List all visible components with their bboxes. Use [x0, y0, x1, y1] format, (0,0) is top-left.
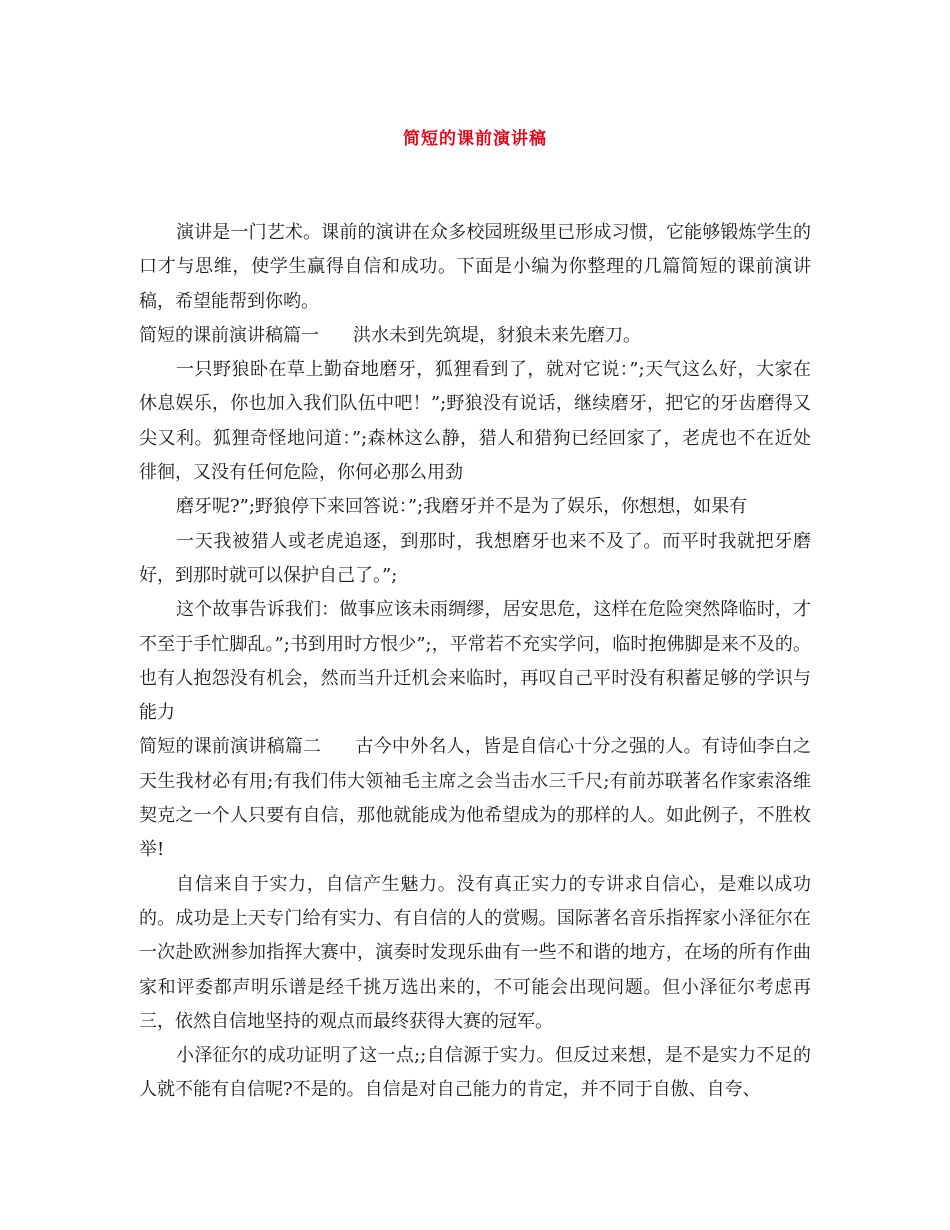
intro-paragraph: 演讲是一门艺术。课前的演讲在众多校园班级里已形成习惯，它能够锻炼学生的口才与思维，使学生赢得自信和成功。下面是小编为你整理的几篇简短的课前演讲稿，希望能帮到你哟。: [139, 222, 811, 312]
section-1-heading-line: [139, 319, 811, 353]
section-2-paragraph: 自信来自于实力，自信产生魅力。没有真正实力的专讲求自信心，是难以成功的。成功是上天专门给有实力、有自信的人的赏赐。国际著名音乐指挥家小泽征尔在一次赴欧洲参加指挥大赛中，演奏时发现乐曲有一些不和谐的地方，在场的所有作曲家和评委都声明乐谱是经千挑万选出来的，不可能会出现问题。但小泽征尔考虑再三，依然自信地坚持的观点而最终获得大赛的冠军。: [139, 873, 811, 1032]
section-1-heading: 简短的课前演讲稿篇一: [139, 324, 319, 346]
document-title: 简短的课前演讲稿: [403, 129, 547, 149]
section-1-paragraph: 这个故事告诉我们：做事应该未雨绸缪，居安思危，这样在危险突然降临时，才不至于手忙脚乱。”;书到用时方恨少”;，平常若不充实学问，临时抱佛脚是来不及的。也有人抱怨没有机会，然而当升迁机会来临时，再叹自己平时没有积蓄足够的学识与能力: [139, 599, 811, 724]
section-2-heading: 简短的课前演讲稿篇二: [139, 736, 322, 758]
section-2-heading-line: [139, 730, 811, 867]
section-1-lead: 洪水未到先筑堤，豺狼未来先磨刀。: [353, 324, 641, 346]
section-2-lead: 古今中外名人，皆是自信心十分之强的人。有诗仙李白之天生我材必有用;有我们伟大领袖毛主席之会当击水三千尺;有前苏联著名作家索洛维契克之一个人只要有自信，那他就能成为他希望成为的那样的人。如此例子，不胜枚举!: [139, 736, 812, 861]
section-1-paragraph: 一天我被猎人或老虎追逐，到那时，我想磨牙也来不及了。而平时我就把牙磨好，到那时就可以保护自己了。”;: [139, 530, 811, 586]
document-body: [139, 216, 811, 1108]
section-1-paragraph: 磨牙呢?”;野狼停下来回答说：”;我磨牙并不是为了娱乐，你想想，如果有: [176, 496, 748, 518]
section-1-paragraph: 一只野狼卧在草上勤奋地磨牙，狐狸看到了，就对它说：”;天气这么好，大家在休息娱乐，你也加入我们队伍中吧！”;野狼没有说话，继续磨牙，把它的牙齿磨得又尖又利。狐狸奇怪地问道：”;森林这么静，猎人和猎狗已经回家了，老虎也不在近处徘徊，又没有任何危险，你何必那么用劲: [139, 359, 811, 484]
section-2-paragraph: 小泽征尔的成功证明了这一点;;自信源于实力。但反过来想，是不是实力不足的人就不能有自信呢?不是的。自信是对自己能力的肯定，并不同于自傲、自夸、: [139, 1045, 811, 1101]
